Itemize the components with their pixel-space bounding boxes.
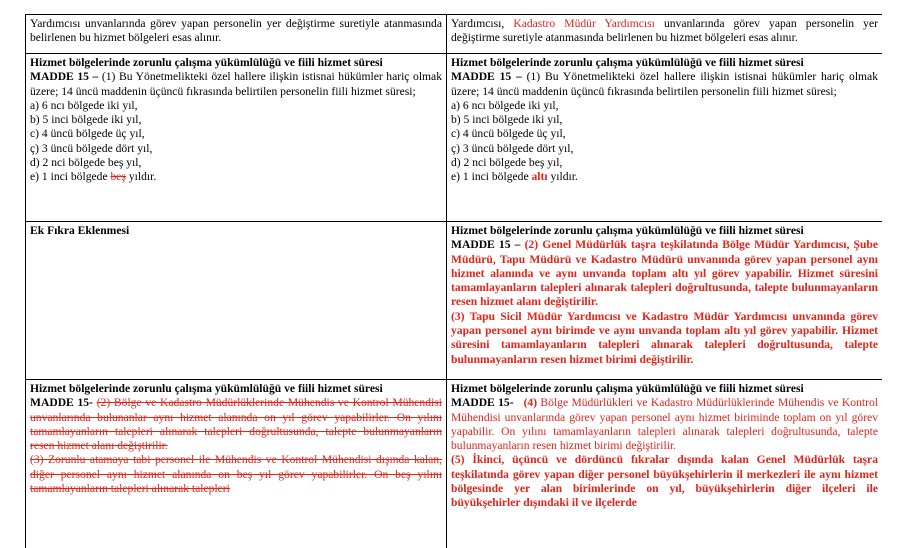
paragraph: [451, 17, 878, 46]
list-item: b) 5 inci bölgede iki yıl,: [30, 113, 142, 127]
article-heading: Hizmet bölgelerinde zorunlu çalışma yükümlülüğü ve fiili hizmet süresi: [451, 224, 804, 237]
text-run: (1) Bu Yönetmelikteki özel hallere ilişkin istisnai hükümler hariç olmak üzere; 14 üncü maddenin üçüncü fıkrasında belirtilen personelin fiili hizmet süresi;: [451, 70, 879, 98]
text-run: yıldır.: [125, 170, 157, 184]
comparison-table: [25, 14, 882, 548]
list-item: d) 2 nci bölgede beş yıl,: [451, 156, 563, 170]
deleted-paragraph: (3) Zorunlu atamaya tabi personel ile Mühendis ve Kontrol Mühendisi dışında kalan, diğer personel aynı hizmet alanında on beş yıl görev yapabilirler. On beş yılını tamamlayanların talepleri alınarak talepleri: [30, 453, 442, 496]
old-text-cell: [26, 222, 447, 380]
article-number: MADDE 15 –: [30, 70, 99, 84]
article-number: MADDE 15 –: [451, 238, 521, 252]
list-item: ç) 3 üncü bölgede dört yıl,: [30, 141, 153, 155]
list-item: [451, 170, 878, 184]
text-run: Yardımcısı,: [451, 17, 514, 30]
paragraph: [451, 70, 878, 99]
article-number: MADDE 15-: [30, 396, 93, 410]
text-run: (1) Bu Yönetmelikteki özel hallere ilişkin istisnai hükümler hariç olmak üzere; 14 üncü maddenin üçüncü fıkrasında belirtilen personelin fiili hizmet süresi;: [30, 70, 443, 98]
list-item: d) 2 nci bölgede beş yıl,: [30, 156, 142, 170]
list-item: b) 5 inci bölgede iki yıl,: [451, 113, 563, 127]
old-text-cell: [26, 15, 447, 54]
old-text-cell: [26, 380, 447, 548]
text-run: e) 1 inci bölgede: [30, 170, 111, 184]
paragraph: [451, 396, 878, 453]
new-text-cell: [447, 222, 883, 380]
text-run: yıldır.: [547, 170, 578, 184]
paragraph: [30, 70, 442, 99]
new-text-cell: [447, 15, 883, 54]
added-text: Bölge Müdürlükleri ve Kadastro Müdürlüklerinde Mühendis ve Kontrol Mühendisi unvanlarında görev yapan personel aynı hizmet biriminde toplam on yıl görev yapabilir. On yılını tamamlayanların talepleri alınarak talepleri doğrultusunda, talepte bulunmayanların resen hizmet birimi değiştirilir.: [451, 396, 878, 453]
added-text: (4): [523, 396, 538, 410]
list-item: a) 6 ncı bölgede iki yıl,: [451, 98, 559, 112]
new-text-cell: [447, 54, 883, 222]
new-text-cell: [447, 380, 883, 548]
old-text-cell: [26, 54, 447, 222]
text-run: e) 1 inci bölgede: [451, 170, 532, 184]
article-heading: Hizmet bölgelerinde zorunlu çalışma yükümlülüğü ve fiili hizmet süresi: [30, 56, 383, 69]
added-paragraph: (3) Tapu Sicil Müdür Yardımcısı ve Kadastro Müdür Yardımcısı unvanında görev yapan personel aynı birimde ve aynı unvanda toplam altı yıl görev yapabilir. Hizmet süresini tamamlayanların talepleri alınarak talepleri doğrultusunda, talepte bulunmayanların resen hizmet birimi değiştirilir.: [451, 309, 878, 366]
table-row: [26, 15, 883, 54]
paragraph: Yardımcısı unvanlarında görev yapan personelin yer değiştirme suretiyle atanmasında belirlenen bu hizmet bölgeleri esas alınır.: [30, 17, 442, 45]
text-run: unvanlarında görev yapan personelin yer değiştirme suretiyle atanmasında belirlenen bu hizmet bölgeleri esas alınır.: [451, 17, 878, 45]
paragraph: [451, 238, 878, 309]
added-text: (2) Genel Müdürlük taşra teşkilatında Bölge Müdür Yardımcısı, Şube Müdürü, Tapu Müdürü ve Kadastro Müdürü unvanında görev yapan personel aynı hizmet alanında ve aynı unvanda toplam altı yıl görev yapabilir. Hizmet süresini tamamlayanların talepleri alınarak talepleri doğrultusunda, talepte bulunmayanların resen hizmet alanı değiştirilir.: [451, 238, 878, 309]
table-row: [26, 54, 883, 222]
list-item: c) 4 üncü bölgede üç yıl,: [30, 127, 145, 141]
article-heading: Hizmet bölgelerinde zorunlu çalışma yükümlülüğü ve fiili hizmet süresi: [451, 382, 804, 395]
table-row: [26, 222, 883, 380]
table-row: [26, 380, 883, 548]
comparison-document: [25, 14, 882, 548]
article-number: MADDE 15-: [451, 396, 514, 410]
change-note: Ek Fıkra Eklenmesi: [30, 224, 130, 237]
added-text: Kadastro Müdür Yardımcısı: [513, 17, 655, 30]
list-item: a) 6 ncı bölgede iki yıl,: [30, 98, 138, 112]
deleted-text: (2) Bölge ve Kadastro Müdürlüklerinde Mühendis ve Kontrol Mühendisi unvanlarında bulunanlar aynı hizmet alanında on yıl görev yapabilirler. On yılını tamamlayanların talepleri alınarak talepleri doğrultusunda, talepte bulunmayanların resen hizmet alanı değiştirilir.: [30, 396, 442, 453]
article-heading: Hizmet bölgelerinde zorunlu çalışma yükümlülüğü ve fiili hizmet süresi: [451, 56, 804, 69]
list-item: [30, 170, 442, 184]
added-paragraph: (5) İkinci, üçüncü ve dördüncü fıkralar dışında kalan Genel Müdürlük taşra teşkilatında görev yapan diğer personel büyükşehirlerin il merkezleri ile aynı hizmet bölgesinde yer alan birimlerinde on yıl, büyükşehirlerin diğer ilçeleri ile büyükşehirler dışındaki il ve ilçelerde: [451, 453, 878, 510]
list-item: ç) 3 üncü bölgede dört yıl,: [451, 141, 574, 155]
article-number: MADDE 15 –: [451, 70, 522, 84]
list-item: c) 4 üncü bölgede üç yıl,: [451, 127, 566, 141]
added-text: altı: [531, 170, 548, 184]
deleted-text: beş: [110, 170, 126, 184]
paragraph: [30, 396, 442, 453]
article-heading: Hizmet bölgelerinde zorunlu çalışma yükümlülüğü ve fiili hizmet süresi: [30, 382, 383, 395]
